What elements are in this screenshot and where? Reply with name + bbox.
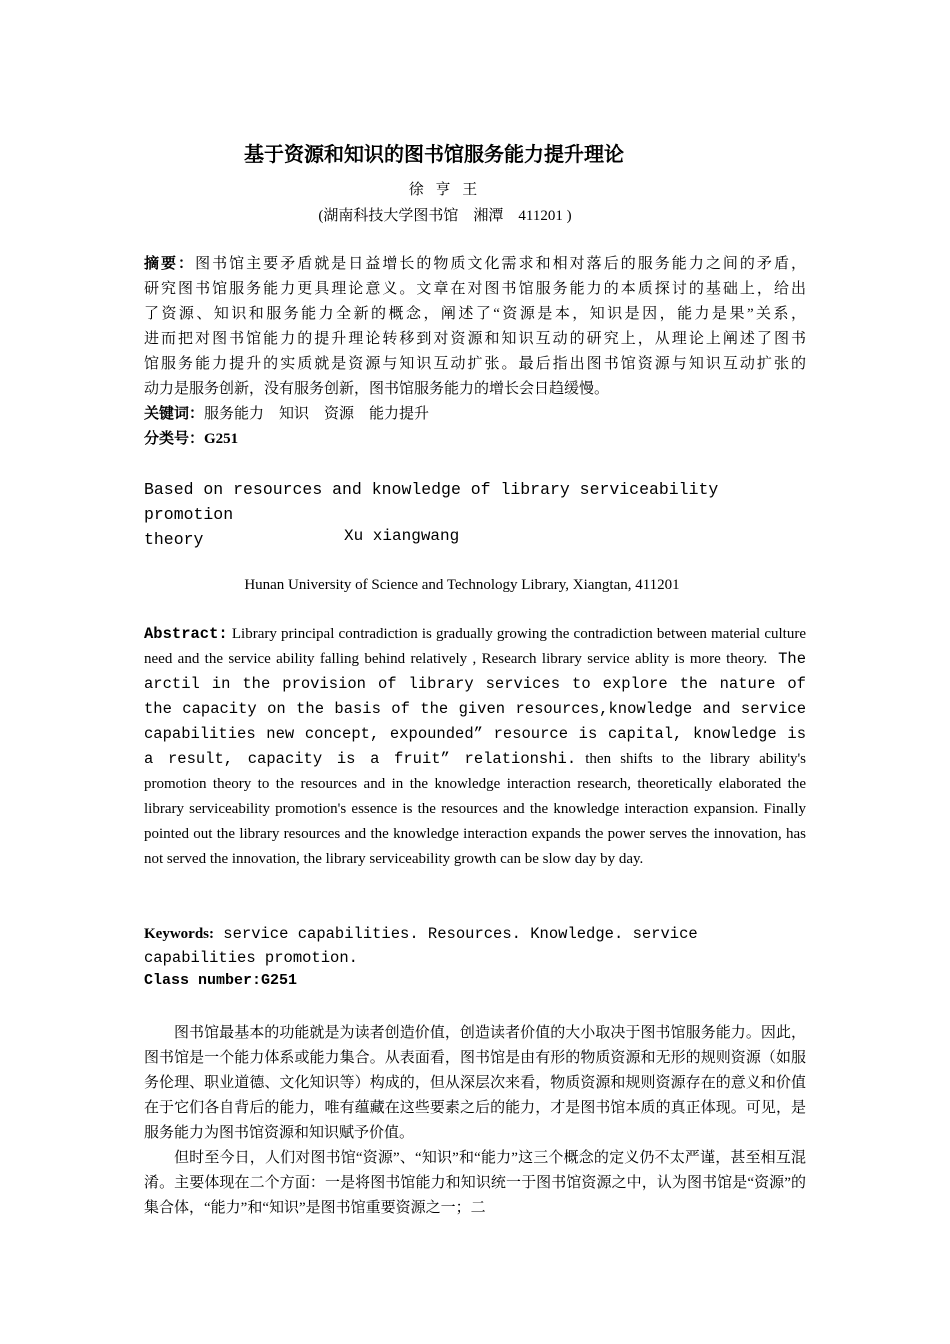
abstract-cn-line: 进而把对图书馆能力的提升理论转移到对资源和知识互动的研究上，从理论上阐述了图书 bbox=[144, 331, 806, 347]
abstract-en-label: Abstract: bbox=[144, 625, 228, 643]
abstract-cn-text: 图书馆主要矛盾就是日益增长的物质文化需求和相对落后的服务能力之间的矛盾， bbox=[195, 256, 806, 272]
abstract-en bbox=[144, 622, 806, 872]
abstract-cn-line: 了资源、知识和服务能力全新的概念，阐述了“资源是本，知识是因，能力是果”关系， bbox=[144, 306, 806, 322]
abstract-en-part-1: Library principal contradiction is gradually growing the contradiction between material culture need and the service ability falling behind relatively , Research library service ablity is more theory. bbox=[144, 626, 806, 667]
abstract-cn-line: 动力是服务创新，没有服务创新，图书馆服务能力的增长会日趋缓慢。 bbox=[144, 381, 610, 397]
abstract-cn-line-1 bbox=[144, 252, 806, 277]
paper-title-en-line: theory bbox=[144, 530, 204, 549]
keywords-en-label: Keywords: bbox=[144, 926, 214, 942]
abstract-cn-line: 研究图书馆服务能力更具理论意义。文章在对图书馆服务能力的本质探讨的基础上，给出 bbox=[144, 281, 806, 297]
body-paragraph-2: 但时至今日，人们对图书馆“资源”、“知识”和“能力”这三个概念的定义仍不太严谨，甚至相互混淆。主要体现在二个方面：一是将图书馆能力和知识统一于图书馆资源之中，认为图书馆是“资源”的集合体，“能力”和“知识”是图书馆重要资源之一；二 bbox=[144, 1150, 806, 1216]
abstract-cn-line: 馆服务能力提升的实质就是资源与知识互动扩张。最后指出图书馆资源与知识互动扩张的 bbox=[144, 356, 806, 372]
abstract-cn-label: 摘要： bbox=[144, 256, 196, 272]
keywords-en bbox=[144, 922, 806, 970]
abstract-en-part-3: then shifts to the library ability's promotion theory to the resources and in the knowledge interaction research, theoretically elaborated the library serviceability promotion's essence is the resources and the knowledge interaction expansion. Finally pointed out the library resources and the knowledge interaction expands the power serves the innovation, has not served the innovation, the library serviceability growth can be slow day by day. bbox=[144, 751, 806, 867]
keywords-cn-label: 关键词： bbox=[144, 406, 205, 422]
abstract-cn bbox=[144, 252, 806, 452]
author-en: Xu xiangwang bbox=[344, 527, 460, 545]
body-paragraph-1: 图书馆最基本的功能就是为读者创造价值，创造读者价值的大小取决于图书馆服务能力。因此，图书馆是一个能力体系或能力集合。从表面看，图书馆是由有形的物质资源和无形的规则资源（如服务伦理、职业道德、文化知识等）构成的，但从深层次来看，物质资源和规则资源存在的意义和价值在于它们各自背后的能力，唯有蕴藏在这些要素之后的能力，才是图书馆本质的真正体现。可见，是服务能力为图书馆资源和知识赋予价值。 bbox=[144, 1025, 806, 1141]
author-cn: 徐 亨 王 bbox=[408, 182, 482, 198]
keywords-cn-text: 服务能力 知识 资源 能力提升 bbox=[204, 406, 430, 422]
class-number-en: Class number:G251 bbox=[144, 972, 298, 989]
body-text bbox=[144, 1021, 806, 1221]
abstract-en-part-2: The arctil in the provision of library services to explore the nature of the capacity on the basis of the given resources,knowledge and service capabilities new concept, expounded” resource is capital, knowledge is a result, capacity is a fruit” relationshi. bbox=[144, 650, 806, 768]
paper-title-en bbox=[144, 477, 806, 552]
keywords-en-text: service capabilities. Resources. Knowledge. service capabilities promotion. bbox=[144, 925, 698, 967]
paper-title-cn: 基于资源和知识的图书馆服务能力提升理论 bbox=[244, 142, 624, 166]
class-number-cn: 分类号：G251 bbox=[144, 431, 239, 447]
paper-title-en-line: Based on resources and knowledge of library serviceability promotion bbox=[144, 480, 719, 524]
affiliation-cn: (湖南科技大学图书馆 湘潭 411201 ) bbox=[318, 208, 572, 224]
affiliation-en: Hunan University of Science and Technology Library, Xiangtan, 411201 bbox=[244, 577, 680, 593]
keywords-cn bbox=[144, 402, 806, 427]
